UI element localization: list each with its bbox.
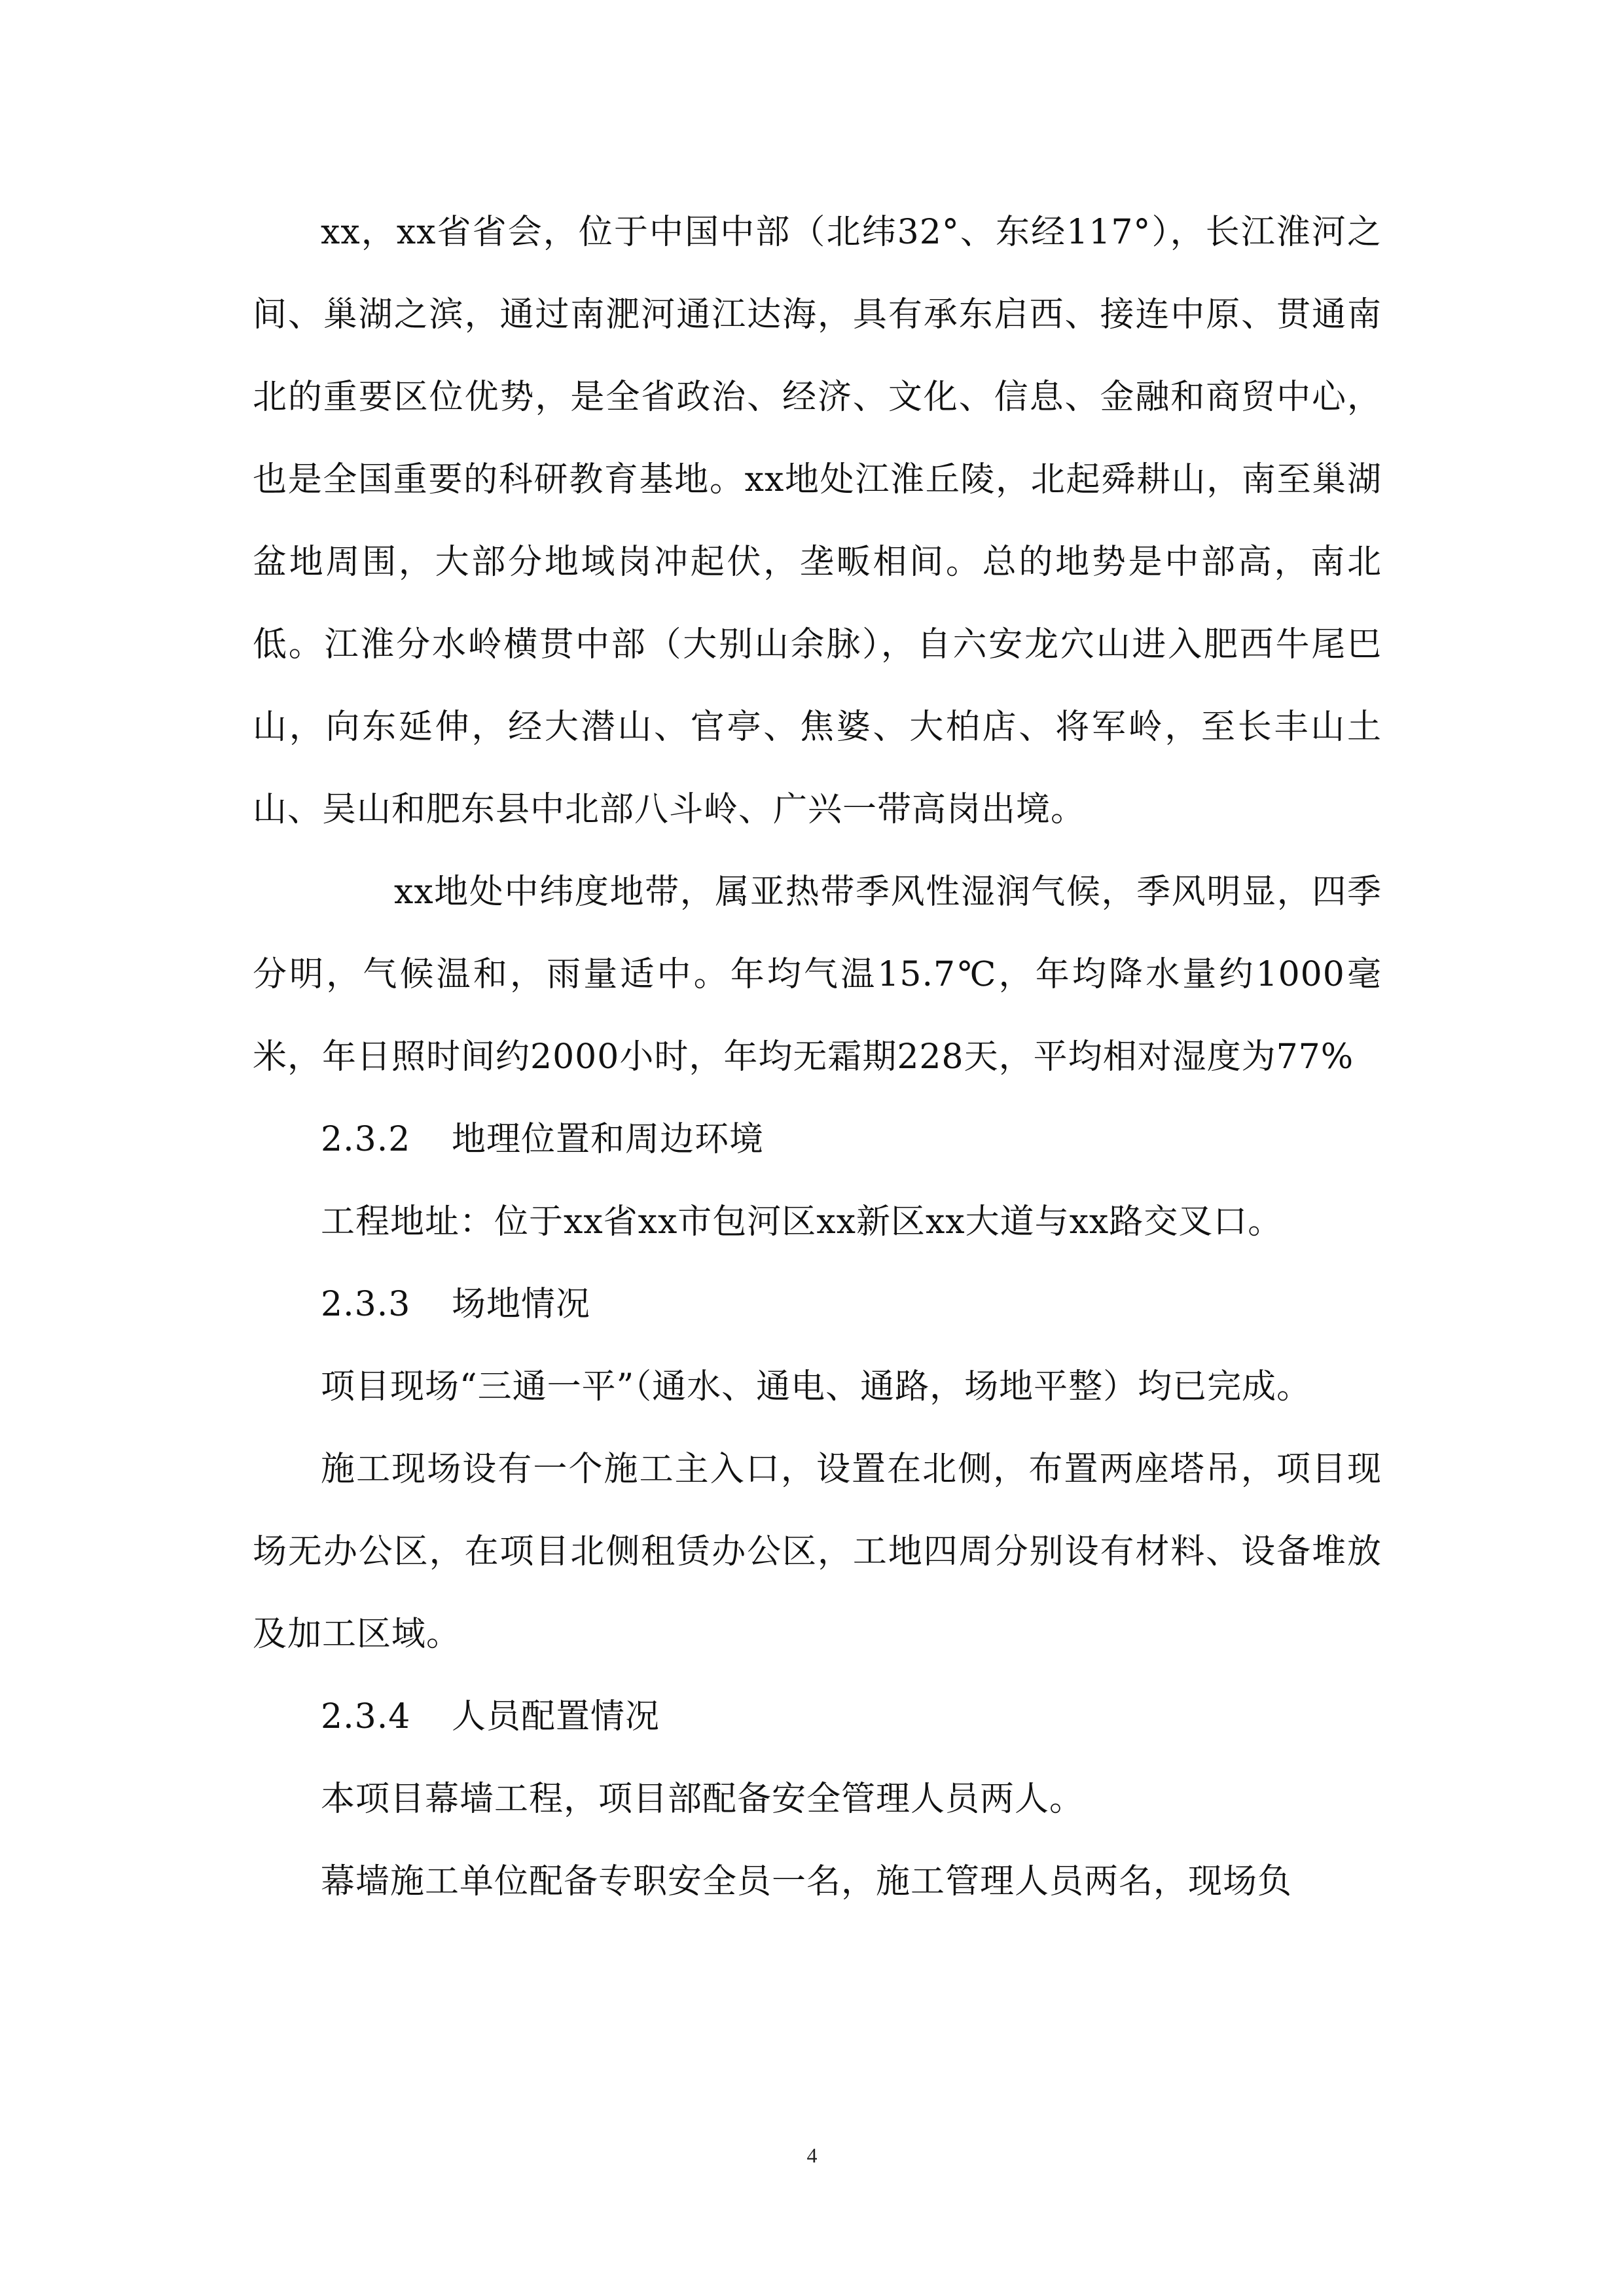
section-heading-2-3-2 — [253, 1098, 1382, 1181]
paragraph-city-overview: xx，xx省省会，位于中国中部（北纬32°、东经117°），长江淮河之间、巢湖之滨，通过南淝河通江达海，具有承东启西、接连中原、贯通南北的重要区位优势，是全省政治、经济、文化、信息、金融和商贸中心，也是全国重要的科研教育基地。xx地处江淮丘陵，北起舜耕山，南至巢湖盆地周围，大部分地域岗冲起伏，垄畈相间。总的地势是中部高，南北低。江淮分水岭横贯中部（大别山余脉），自六安龙穴山进入肥西牛尾巴山，向东延伸，经大潜山、官亭、焦婆、大柏店、将军岭，至长丰山土山、吴山和肥东县中北部八斗岭、广兴一带高岗出境。 — [253, 213, 1382, 829]
section-heading-2-3-3 — [253, 1263, 1382, 1346]
paragraph-site-layout: 施工现场设有一个施工主入口，设置在北侧，布置两座塔吊，项目现场无办公区，在项目北侧租赁办公区，工地四周分别设有材料、设备堆放及加工区域。 — [253, 1450, 1382, 1654]
section-heading-2-3-4 — [253, 1676, 1382, 1758]
paragraph-climate: xx地处中纬度地带，属亚热带季风性湿润气候，季风明显，四季分明，气候温和，雨量适中。年均气温15.7℃，年均降水量约1000毫米，年日照时间约2000小时，年均无霜期228天，平均相对湿度为77% — [253, 872, 1382, 1077]
section-title: 人员配置情况 — [452, 1697, 660, 1736]
section-number: 2.3.3 — [321, 1285, 411, 1324]
document-body — [253, 191, 1382, 1923]
paragraph-project-address: 工程地址：位于xx省xx市包河区xx新区xx大道与xx路交叉口。 — [321, 1202, 1283, 1242]
paragraph-project-staff: 本项目幕墙工程，项目部配备安全管理人员两人。 — [321, 1780, 1085, 1819]
page-number: 4 — [806, 2144, 818, 2167]
paragraph-contractor-staff: 幕墙施工单位配备专职安全员一名，施工管理人员两名，现场负 — [321, 1862, 1293, 1901]
section-title: 地理位置和周边环境 — [452, 1120, 765, 1159]
section-number: 2.3.4 — [321, 1697, 411, 1736]
paragraph-site-readiness: 项目现场“三通一平”（通水、通电、通路，场地平整）均已完成。 — [321, 1367, 1312, 1407]
section-number: 2.3.2 — [321, 1120, 411, 1159]
section-title: 场地情况 — [452, 1285, 591, 1324]
